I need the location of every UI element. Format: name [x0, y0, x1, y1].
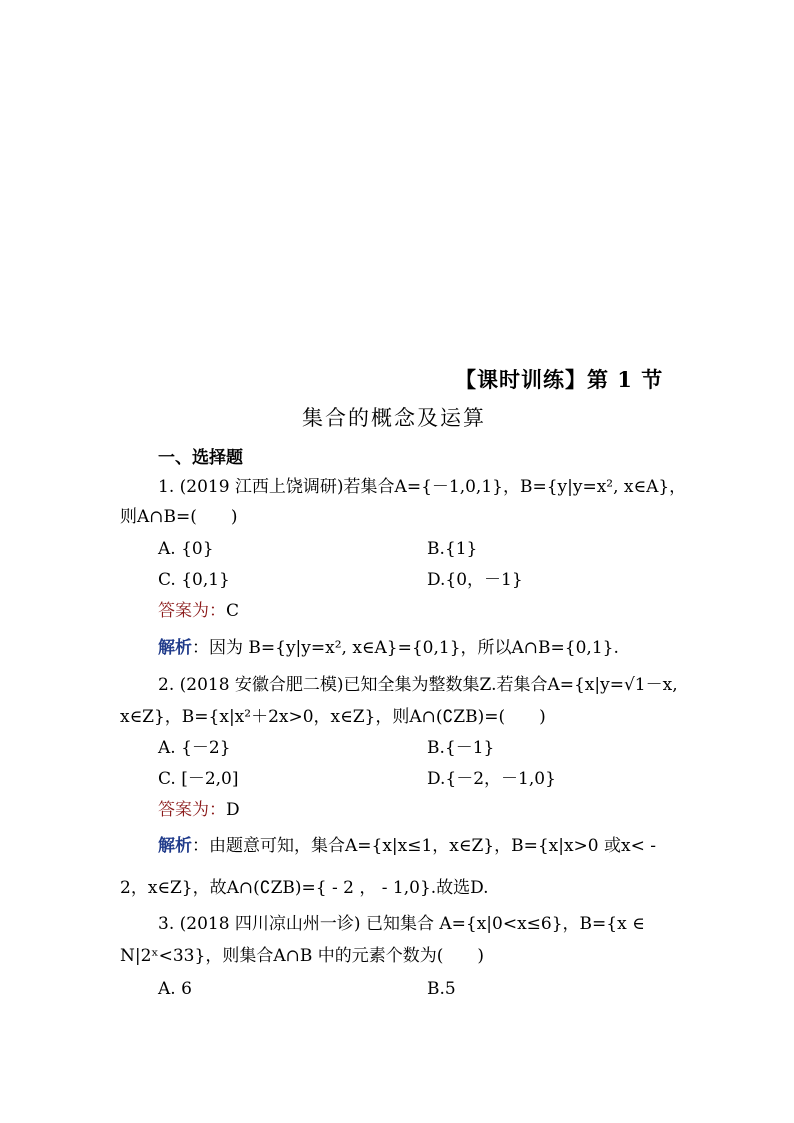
answer-label: 答案为： [158, 601, 226, 621]
explanation-text: ：因为 B={y|y=x², x∈A}={0,1}，所以A∩B={0,1}. [192, 638, 619, 658]
answer-label: 答案为： [158, 800, 226, 820]
q1-option-c: C. {0,1} [158, 570, 230, 590]
q2-option-a: A. {－2} [158, 738, 231, 758]
q2-option-c: C. [－2,0] [158, 769, 239, 789]
q1-option-a: A. {0} [158, 539, 214, 559]
section-heading: 一、选择题 [158, 448, 243, 468]
q2-explanation-line1 [158, 835, 656, 857]
lesson-title: 【课时训练】第 1 节 [455, 367, 664, 392]
q1-stem-line1: 1. (2019 江西上饶调研)若集合A={－1,0,1}，B={y|y=x², x∈A}， [158, 477, 687, 497]
answer-value: C [226, 601, 240, 621]
q1-answer [158, 600, 239, 622]
page-title: 集合的概念及运算 [302, 406, 486, 430]
q2-option-b: B.{－1} [427, 738, 495, 758]
q3-option-b: B.5 [427, 979, 456, 999]
q2-stem-line2: x∈Z}，B={x|x²＋2x>0，x∈Z}，则A∩(∁ZB)=( ) [120, 707, 546, 727]
explanation-label: 解析 [158, 836, 192, 856]
q1-explanation [158, 637, 619, 659]
answer-value: D [226, 800, 240, 820]
q2-stem-line1: 2. (2018 安徽合肥二模)已知全集为整数集Z.若集合A={x|y=√1－x, [158, 675, 678, 695]
explanation-label: 解析 [158, 638, 192, 658]
q1-option-d: D.{0，－1} [427, 570, 523, 590]
q2-explanation-line2: 2，x∈Z}，故A∩(∁ZB)={ - 2 ， - 1,0}.故选D. [120, 878, 489, 898]
explanation-text: ：由题意可知，集合A={x|x≤1，x∈Z}，B={x|x>0 或x< - [192, 836, 656, 856]
q1-stem-line2: 则A∩B=( ) [120, 507, 238, 527]
q3-option-a: A. 6 [158, 979, 192, 999]
q3-stem-line1: 3. (2018 四川凉山州一诊) 已知集合 A={x|0<x≤6}，B={x ∈ [158, 914, 645, 934]
q1-option-b: B.{1} [427, 539, 478, 559]
q2-answer [158, 799, 240, 821]
q2-option-d: D.{－2，－1,0} [427, 769, 556, 789]
q3-stem-line2: N|2ˣ<33}，则集合A∩B 中的元素个数为( ) [120, 946, 484, 966]
